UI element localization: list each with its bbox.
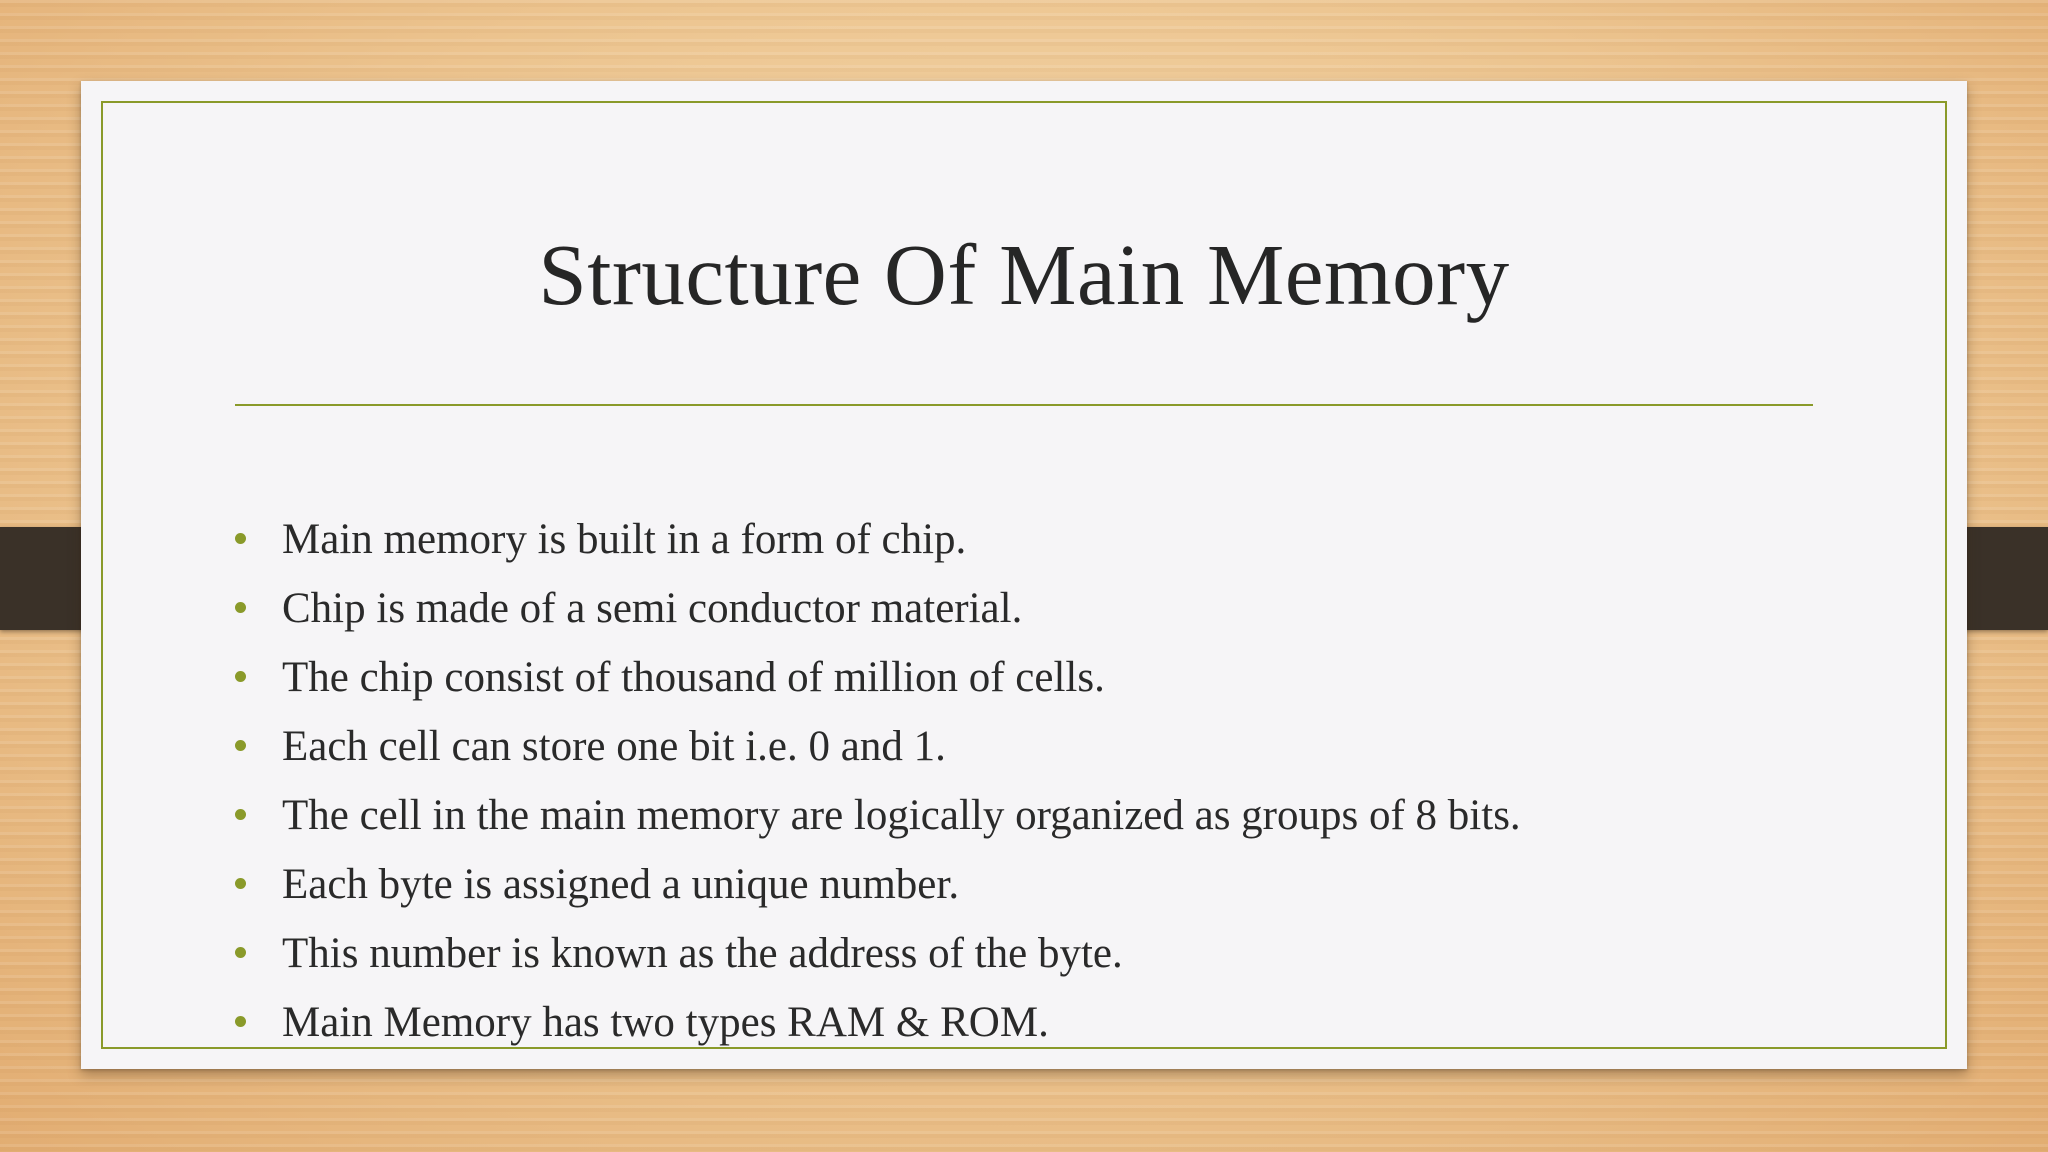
bullet-dot-icon — [235, 878, 246, 889]
bullet-dot-icon — [235, 533, 246, 544]
list-item — [235, 712, 1521, 781]
bullet-list — [235, 505, 1521, 1057]
list-item — [235, 850, 1521, 919]
bullet-text: Main memory is built in a form of chip. — [282, 516, 967, 563]
list-item — [235, 781, 1521, 850]
bullet-text: The cell in the main memory are logically organized as groups of 8 bits. — [282, 792, 1521, 839]
list-item — [235, 919, 1521, 988]
list-item — [235, 505, 1521, 574]
bullet-dot-icon — [235, 1016, 246, 1027]
bullet-text: Chip is made of a semi conductor material. — [282, 585, 1023, 632]
bullet-text: Each cell can store one bit i.e. 0 and 1. — [282, 723, 946, 770]
list-item — [235, 988, 1521, 1057]
bullet-dot-icon — [235, 809, 246, 820]
bullet-text: This number is known as the address of the byte. — [282, 930, 1123, 977]
bullet-dot-icon — [235, 740, 246, 751]
title-divider — [235, 404, 1813, 406]
slide-title: Structure Of Main Memory — [538, 226, 1510, 323]
slide-card — [81, 81, 1967, 1069]
bullet-text: Each byte is assigned a unique number. — [282, 861, 960, 908]
bullet-text: Main Memory has two types RAM & ROM. — [282, 999, 1049, 1046]
bullet-dot-icon — [235, 602, 246, 613]
bullet-dot-icon — [235, 671, 246, 682]
list-item — [235, 574, 1521, 643]
list-item — [235, 643, 1521, 712]
bullet-text: The chip consist of thousand of million of cells. — [282, 654, 1105, 701]
bullet-dot-icon — [235, 947, 246, 958]
